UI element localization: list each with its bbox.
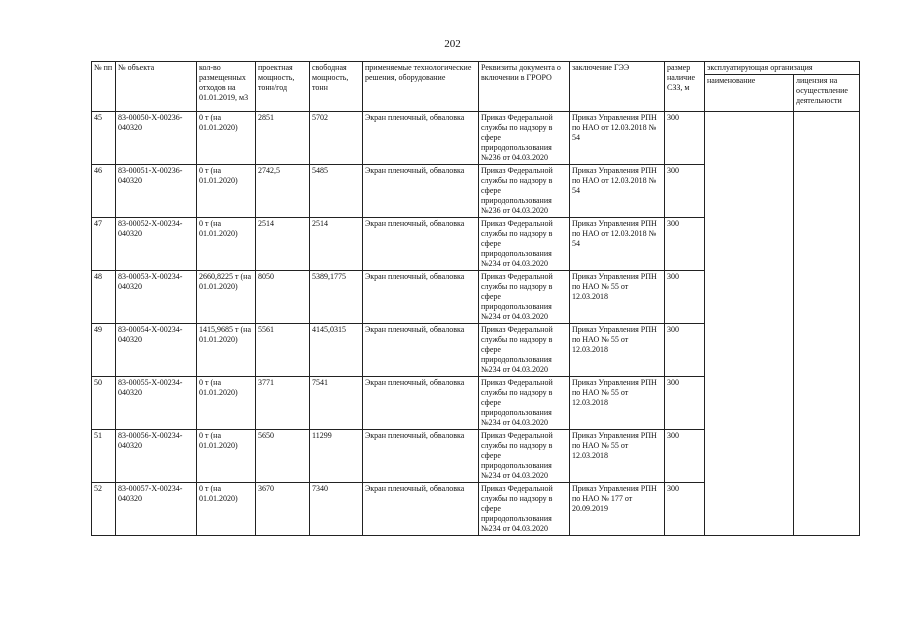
row-gee: Приказ Управления РПН по НАО № 55 от 12.03.2018 xyxy=(570,377,665,430)
row-grooro-doc: Приказ Федеральной службы по надзору в сфере природопользования №234 от 04.03.2020 xyxy=(479,377,570,430)
row-grooro-doc: Приказ Федеральной службы по надзору в сфере природопользования №234 от 04.03.2020 xyxy=(479,483,570,536)
header-szz: размер наличие СЗЗ, м xyxy=(665,62,705,112)
row-object-no: 83-00057-Х-00234-040320 xyxy=(116,483,197,536)
row-free-capacity: 5389,1775 xyxy=(310,271,363,324)
header-operator: эксплуатирующая организация xyxy=(705,62,860,75)
row-num: 45 xyxy=(92,112,116,165)
row-szz: 300 xyxy=(665,112,705,165)
row-design-capacity: 8050 xyxy=(256,271,310,324)
row-gee: Приказ Управления РПН по НАО № 177 от 20.09.2019 xyxy=(570,483,665,536)
row-gee: Приказ Управления РПН по НАО от 12.03.2018 № 54 xyxy=(570,218,665,271)
row-grooro-doc: Приказ Федеральной службы по надзору в сфере природопользования №234 от 04.03.2020 xyxy=(479,218,570,271)
row-object-no: 83-00052-Х-00234-040320 xyxy=(116,218,197,271)
row-design-capacity: 5561 xyxy=(256,324,310,377)
row-free-capacity: 5485 xyxy=(310,165,363,218)
row-technology: Экран пленочный, обваловка xyxy=(363,218,479,271)
row-design-capacity: 2851 xyxy=(256,112,310,165)
row-design-capacity: 2514 xyxy=(256,218,310,271)
row-num: 48 xyxy=(92,271,116,324)
row-waste-volume: 0 т (на 01.01.2020) xyxy=(197,165,256,218)
row-object-no: 83-00051-Х-00236-040320 xyxy=(116,165,197,218)
row-technology: Экран пленочный, обваловка xyxy=(363,112,479,165)
row-free-capacity: 4145,0315 xyxy=(310,324,363,377)
row-free-capacity: 7340 xyxy=(310,483,363,536)
row-grooro-doc: Приказ Федеральной службы по надзору в сфере природопользования №236 от 04.03.2020 xyxy=(479,112,570,165)
header-num: № пп xyxy=(92,62,116,112)
row-free-capacity: 2514 xyxy=(310,218,363,271)
row-technology: Экран пленочный, обваловка xyxy=(363,430,479,483)
row-design-capacity: 3771 xyxy=(256,377,310,430)
row-free-capacity: 11299 xyxy=(310,430,363,483)
header-free-capacity: свободная мощность, тонн xyxy=(310,62,363,112)
row-num: 51 xyxy=(92,430,116,483)
header-operator-name: наименование xyxy=(705,75,794,112)
page-number: 202 xyxy=(444,38,461,50)
row-szz: 300 xyxy=(665,430,705,483)
row-szz: 300 xyxy=(665,483,705,536)
header-technology: применяемые технологические решения, оборудование xyxy=(363,62,479,112)
row-design-capacity: 3670 xyxy=(256,483,310,536)
row-grooro-doc: Приказ Федеральной службы по надзору в сфере природопользования №234 от 04.03.2020 xyxy=(479,271,570,324)
row-object-no: 83-00054-Х-00234-040320 xyxy=(116,324,197,377)
row-waste-volume: 0 т (на 01.01.2020) xyxy=(197,483,256,536)
row-waste-volume: 2660,8225 т (на 01.01.2020) xyxy=(197,271,256,324)
row-grooro-doc: Приказ Федеральной службы по надзору в сфере природопользования №234 от 04.03.2020 xyxy=(479,430,570,483)
row-object-no: 83-00056-Х-00234-040320 xyxy=(116,430,197,483)
header-object-no: № объекта xyxy=(116,62,197,112)
row-technology: Экран пленочный, обваловка xyxy=(363,324,479,377)
header-operator-license: лицензия на осуществление деятельности xyxy=(794,75,860,112)
row-szz: 300 xyxy=(665,218,705,271)
header-design-capacity: проектная мощность, тонн/год xyxy=(256,62,310,112)
row-technology: Экран пленочный, обваловка xyxy=(363,483,479,536)
row-object-no: 83-00050-Х-00236-040320 xyxy=(116,112,197,165)
row-design-capacity: 2742,5 xyxy=(256,165,310,218)
row-gee: Приказ Управления РПН по НАО № 55 от 12.03.2018 xyxy=(570,430,665,483)
row-free-capacity: 5702 xyxy=(310,112,363,165)
header-gee: заключение ГЭЭ xyxy=(570,62,665,112)
row-grooro-doc: Приказ Федеральной службы по надзору в сфере природопользования №236 от 04.03.2020 xyxy=(479,165,570,218)
row-gee: Приказ Управления РПН по НАО № 55 от 12.03.2018 xyxy=(570,324,665,377)
row-szz: 300 xyxy=(665,377,705,430)
row-gee: Приказ Управления РПН по НАО от 12.03.2018 № 54 xyxy=(570,112,665,165)
row-gee: Приказ Управления РПН по НАО № 55 от 12.03.2018 xyxy=(570,271,665,324)
row-grooro-doc: Приказ Федеральной службы по надзору в сфере природопользования №234 от 04.03.2020 xyxy=(479,324,570,377)
row-szz: 300 xyxy=(665,165,705,218)
header-waste-volume: кол-во размещенных отходов на 01.01.2019, м3 xyxy=(197,62,256,112)
table-row xyxy=(92,112,860,165)
row-design-capacity: 5650 xyxy=(256,430,310,483)
row-waste-volume: 0 т (на 01.01.2020) xyxy=(197,218,256,271)
row-gee: Приказ Управления РПН по НАО от 12.03.2018 № 54 xyxy=(570,165,665,218)
row-waste-volume: 1415,9685 т (на 01.01.2020) xyxy=(197,324,256,377)
row-num: 46 xyxy=(92,165,116,218)
row-technology: Экран пленочный, обваловка xyxy=(363,377,479,430)
row-waste-volume: 0 т (на 01.01.2020) xyxy=(197,430,256,483)
row-object-no: 83-00055-Х-00234-040320 xyxy=(116,377,197,430)
header-grooro-doc: Реквизиты документа о включении в ГРОРО xyxy=(479,62,570,112)
row-technology: Экран пленочный, обваловка xyxy=(363,271,479,324)
row-num: 52 xyxy=(92,483,116,536)
row-waste-volume: 0 т (на 01.01.2020) xyxy=(197,112,256,165)
row-waste-volume: 0 т (на 01.01.2020) xyxy=(197,377,256,430)
row-operator-license xyxy=(794,112,860,536)
row-num: 50 xyxy=(92,377,116,430)
row-object-no: 83-00053-Х-00234-040320 xyxy=(116,271,197,324)
row-szz: 300 xyxy=(665,324,705,377)
row-free-capacity: 7541 xyxy=(310,377,363,430)
row-technology: Экран пленочный, обваловка xyxy=(363,165,479,218)
row-num: 49 xyxy=(92,324,116,377)
row-num: 47 xyxy=(92,218,116,271)
landfill-register-table xyxy=(91,61,860,536)
row-szz: 300 xyxy=(665,271,705,324)
row-operator-name xyxy=(705,112,794,536)
